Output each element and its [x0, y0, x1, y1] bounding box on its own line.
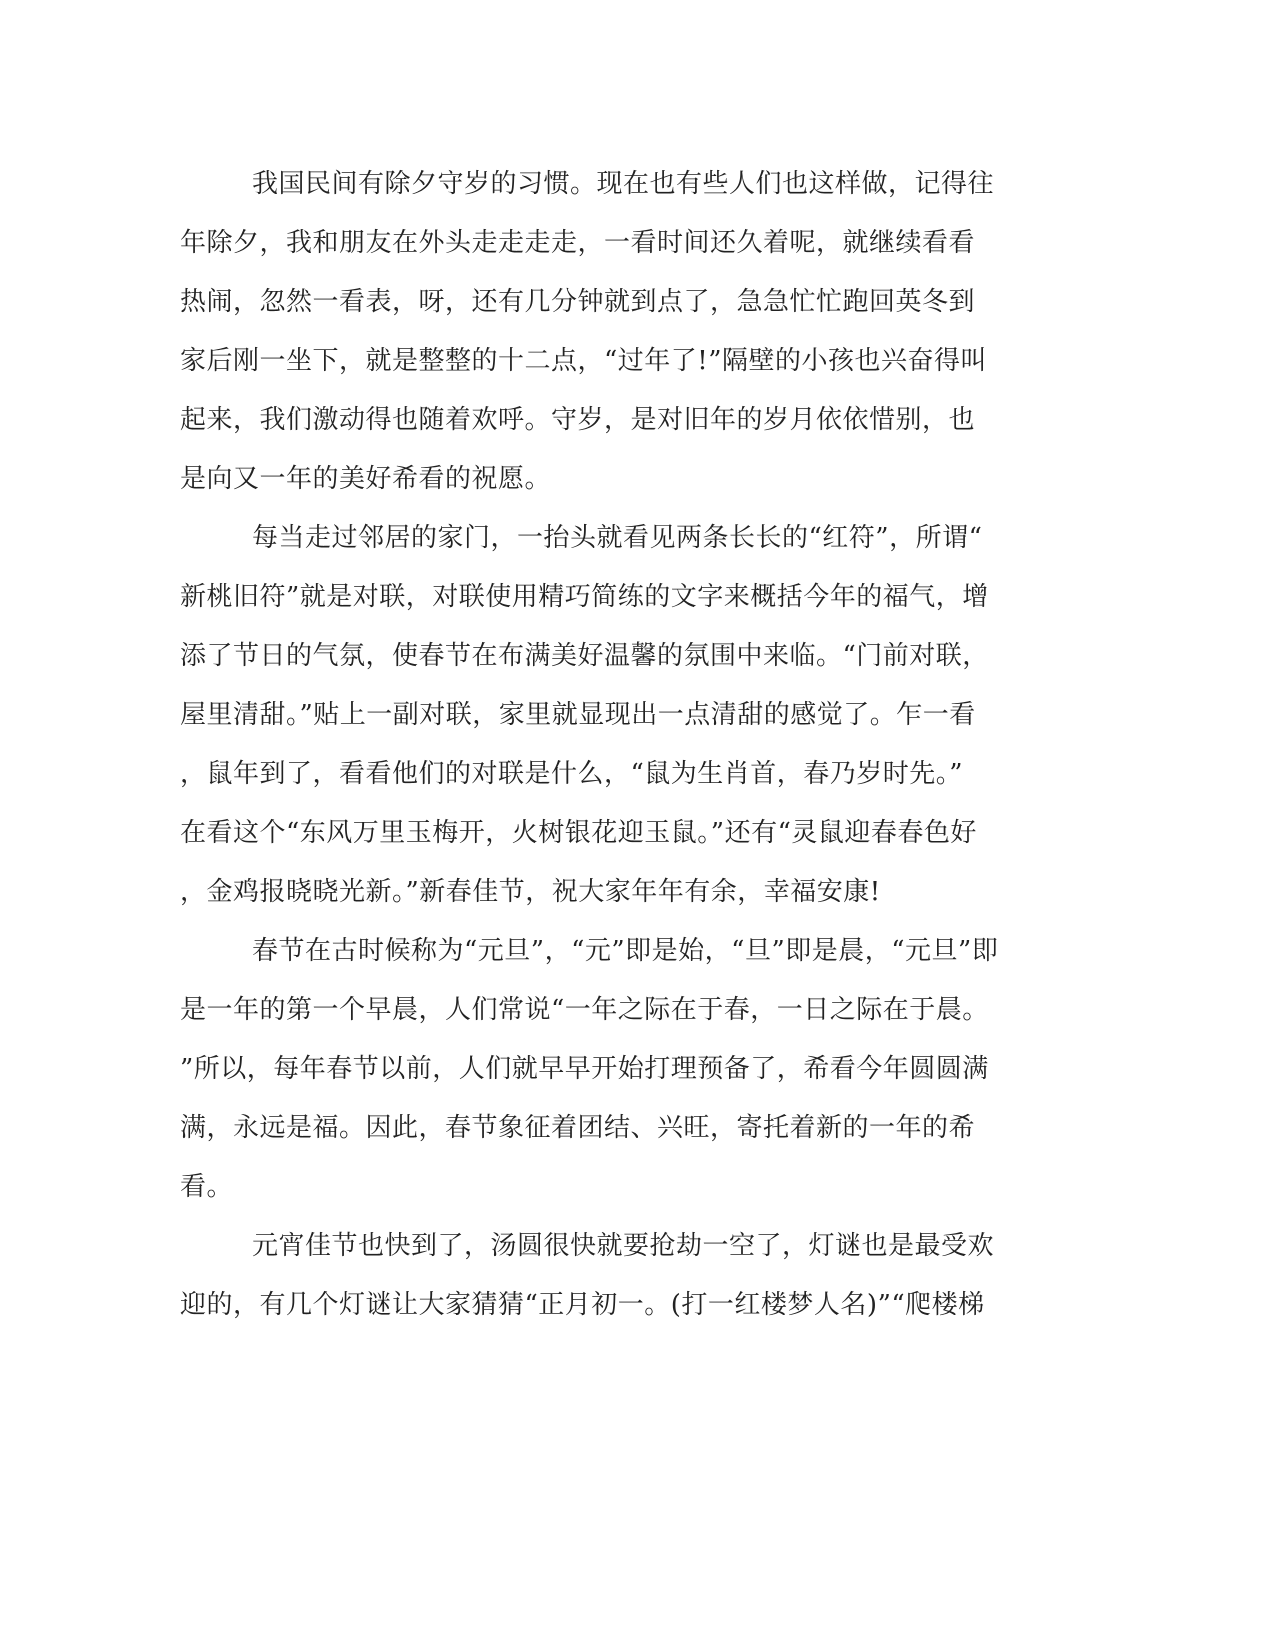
text-line: 是一年的第一个早晨，人们常说“一年之际在于春，一日之际在于晨。 [180, 995, 989, 1025]
text-line: 满，永远是福。因此，春节象征着团结、兴旺，寄托着新的一年的希 [180, 1113, 976, 1143]
text-line: 我国民间有除夕守岁的习惯。现在也有些人们也这样做，记得往 [252, 169, 995, 199]
text-line: 每当走过邻居的家门，一抬头就看见两条长长的“红符”，所谓“ [252, 523, 983, 553]
text-line: 热闹，忽然一看表，呀，还有几分钟就到点了，急急忙忙跑回英冬到 [180, 287, 976, 317]
text-line: 元宵佳节也快到了，汤圆很快就要抢劫一空了，灯谜也是最受欢 [252, 1231, 995, 1261]
text-line: ，鼠年到了，看看他们的对联是什么，“鼠为生肖首，春乃岁时先。” [180, 759, 964, 789]
document-body [180, 161, 1040, 1341]
text-line: 看。 [180, 1172, 234, 1202]
text-line: 是向又一年的美好希看的祝愿。 [180, 464, 552, 494]
text-line: ，金鸡报晓晓光新。”新春佳节，祝大家年年有余，幸福安康! [180, 877, 881, 907]
text-line: ”所以，每年春节以前，人们就早早开始打理预备了，希看今年圆圆满 [180, 1054, 989, 1084]
text-line: 起来，我们激动得也随着欢呼。守岁，是对旧年的岁月依依惜别，也 [180, 405, 976, 435]
text-line: 屋里清甜。”贴上一副对联，家里就显现出一点清甜的感觉了。乍一看 [180, 700, 976, 730]
text-line: 家后刚一坐下，就是整整的十二点，“过年了!”隔壁的小孩也兴奋得叫 [180, 346, 988, 376]
text-line: 添了节日的气氛，使春节在布满美好温馨的氛围中来临。“门前对联， [180, 641, 989, 671]
text-line: 春节在古时候称为“元旦”，“元”即是始，“旦”即是晨，“元旦”即 [252, 936, 999, 966]
text-line: 新桃旧符”就是对联，对联使用精巧简练的文字来概括今年的福气，增 [180, 582, 989, 612]
text-line: 在看这个“东风万里玉梅开，火树银花迎玉鼠。”还有“灵鼠迎春春色好 [180, 818, 977, 848]
text-line: 迎的，有几个灯谜让大家猜猜“正月初一。(打一红楼梦人名)”“爬楼梯 [180, 1290, 985, 1320]
text-line: 年除夕，我和朋友在外头走走走走，一看时间还久着呢，就继续看看 [180, 228, 976, 258]
